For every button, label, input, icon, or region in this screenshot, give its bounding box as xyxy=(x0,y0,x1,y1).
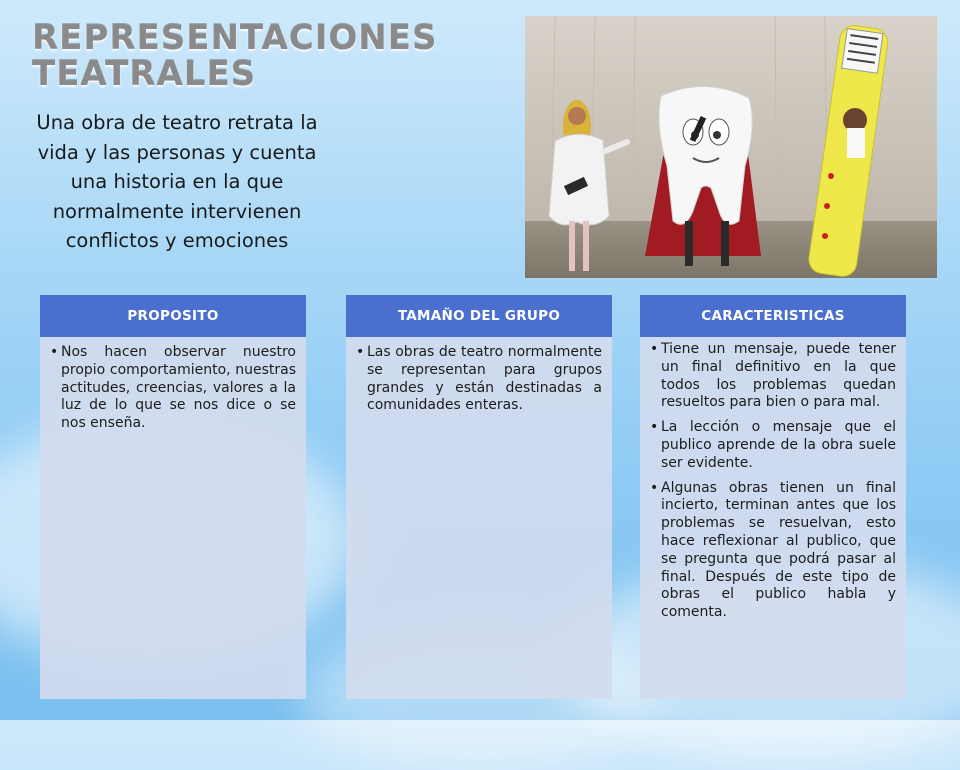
card-body xyxy=(640,335,906,699)
card-heading: TAMAÑO DEL GRUPO xyxy=(346,295,612,337)
title-line-1: REPRESENTACIONES xyxy=(32,18,438,58)
card-heading: PROPOSITO xyxy=(40,295,306,337)
bullet-list xyxy=(356,344,602,415)
card-heading: CARACTERISTICAS xyxy=(640,295,906,337)
bullet-item: • Las obras de teatro normalmente se representan para grupos grandes y están destinadas a comunidades enteras. xyxy=(356,344,602,415)
bullet-item: • La lección o mensaje que el publico aprende de la obra suele ser evidente. xyxy=(650,419,896,472)
bullet-item: • Tiene un mensaje, puede tener un final definitivo en la que todos los problemas quedan resueltos para bien o para mal. xyxy=(650,341,896,412)
theatre-costumes-photo xyxy=(525,16,937,278)
card-tamano-del-grupo xyxy=(346,295,612,414)
card-caracteristicas xyxy=(640,295,906,621)
card-body xyxy=(346,335,612,699)
photo-illustration xyxy=(525,16,937,278)
intro-text: Una obra de teatro retrata la vida y las personas y cuenta una historia en la que normalmente intervienen conflictos y emociones xyxy=(36,111,318,252)
slide-title xyxy=(32,18,438,94)
bullet-item: • Algunas obras tienen un final incierto, terminan antes que los problemas se resuelvan, esto hace reflexionar al publico, que se pregunta que podrá pasar al final. Después de este tipo de obras el publico habla y comenta. xyxy=(650,480,896,622)
card-body xyxy=(40,335,306,699)
card-proposito xyxy=(40,295,306,432)
bullet-item: • Nos hacen observar nuestro propio comportamiento, nuestras actitudes, creencias, valores a la luz de lo que se nos dice o se nos enseña. xyxy=(50,344,296,433)
bullet-list xyxy=(50,344,296,433)
bullet-list xyxy=(650,341,896,622)
title-line-2: TEATRALES xyxy=(32,54,257,94)
